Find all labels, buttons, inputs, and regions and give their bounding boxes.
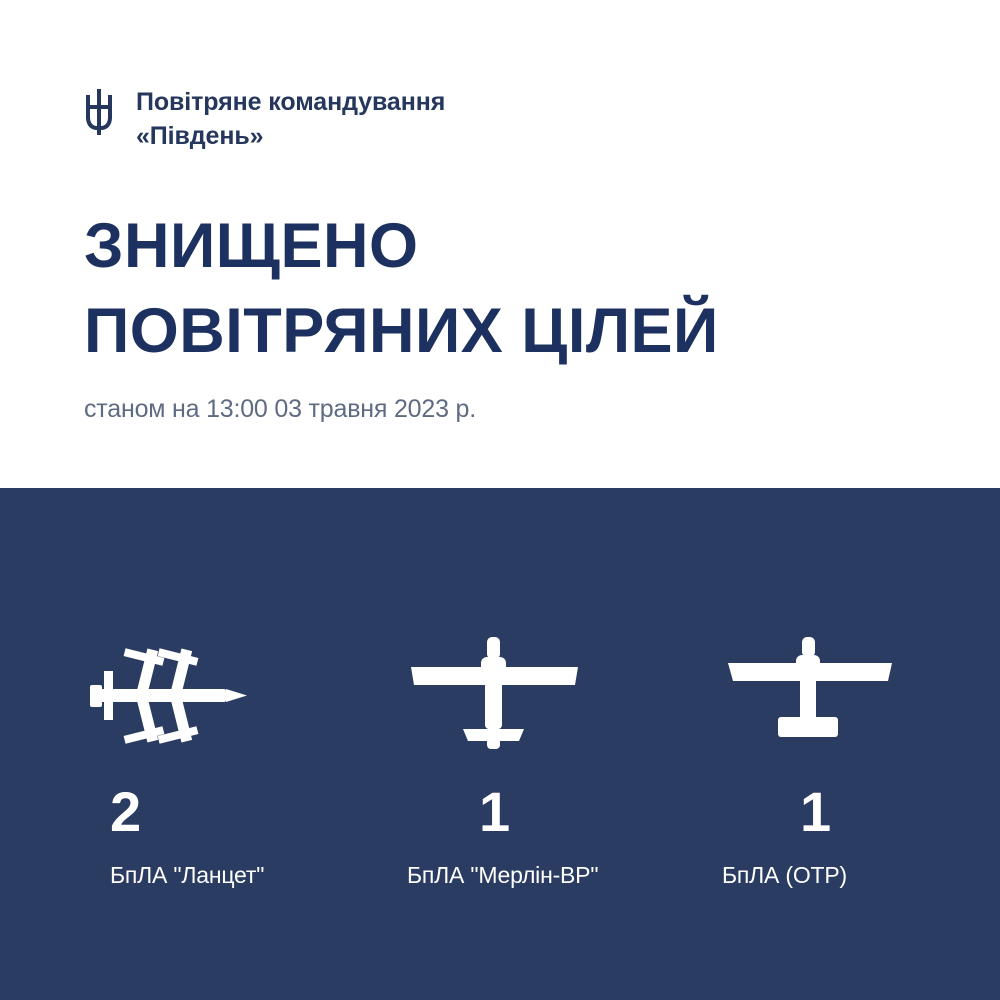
ukrainian-trident-emblem-icon — [84, 89, 114, 135]
poster-bottom-section — [0, 488, 1000, 1000]
destroyed-targets-list — [0, 636, 1000, 889]
lancet-drone-icon — [84, 636, 254, 756]
page-title — [0, 211, 1000, 366]
target-label: БпЛА "Ланцет" — [110, 862, 265, 888]
page-title-line1: ЗНИЩЕНО — [84, 211, 419, 281]
target-count: 1 — [479, 780, 511, 843]
organization-name-line1: Повітряне командування — [136, 88, 446, 116]
list-item — [389, 636, 694, 889]
merlin-vr-drone-icon — [407, 636, 582, 756]
poster-top-section — [0, 0, 1000, 488]
page-title-line2: ПОВІТРЯНИХ ЦІЛЕЙ — [84, 296, 719, 366]
brand-header — [0, 86, 1000, 153]
organization-name — [136, 86, 445, 153]
target-count: 2 — [110, 780, 142, 843]
otr-drone-icon — [722, 636, 897, 756]
timestamp-text: станом на 13:00 03 травня 2023 р. — [84, 395, 476, 423]
target-count: 1 — [800, 780, 832, 843]
organization-name-line2: «Південь» — [136, 121, 264, 150]
target-label: БпЛА (ОТР) — [722, 862, 847, 888]
list-item — [84, 636, 389, 889]
list-item — [694, 636, 999, 889]
target-label: БпЛА "Мерлін-ВР" — [407, 862, 599, 888]
